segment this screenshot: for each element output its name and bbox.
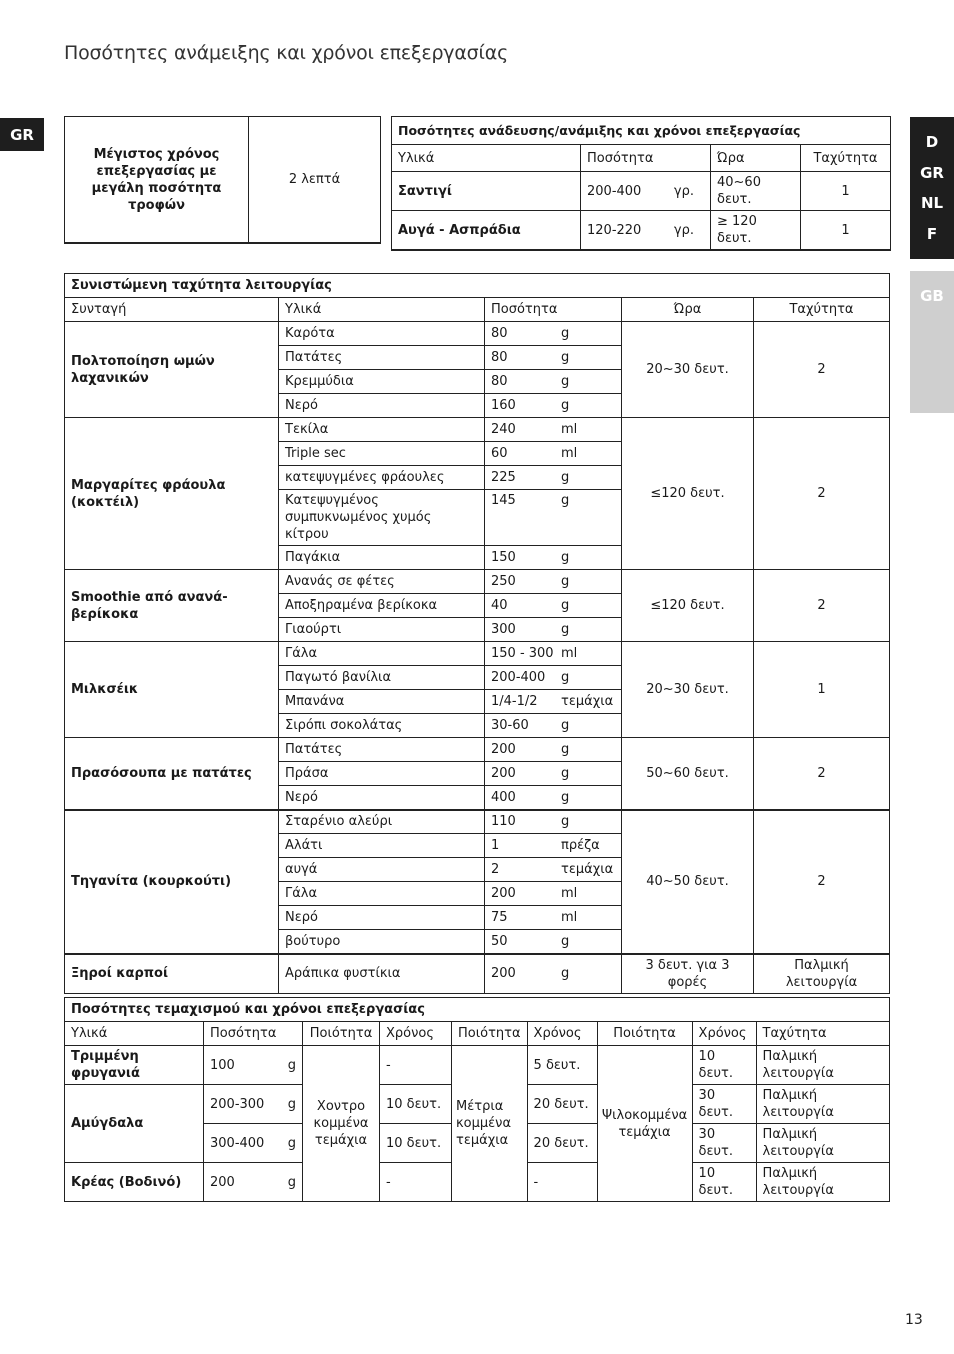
ingredient-name: Αποξηραμένα βερίκοκα <box>279 594 485 618</box>
chopping-item: Τριμμένη φρυγανιά <box>65 1046 204 1085</box>
chopping-header: Υλικά <box>65 1022 204 1046</box>
stir-time: 40~60 δευτ. <box>711 172 801 211</box>
quantity-unit: τεμάχια <box>561 862 614 877</box>
chopping-time: - <box>380 1046 452 1085</box>
language-tab-gr[interactable]: GR <box>920 163 944 182</box>
quantity-value: 400 <box>491 789 516 805</box>
recipe-time: 40~50 δευτ. <box>622 810 754 954</box>
ingredient-quantity <box>485 418 622 442</box>
ingredient-quantity <box>485 690 622 714</box>
quantity-value: 60 <box>491 446 508 461</box>
chopping-time: - <box>527 1163 597 1202</box>
recipe-name: Πολτοποίηση ωμών λαχανικών <box>65 322 279 418</box>
ingredient-name: Τεκίλα <box>279 418 485 442</box>
ingredient-name: Πατάτες <box>279 738 485 762</box>
recipe-speed: Παλμική λειτουργία <box>754 954 890 994</box>
ingredient-quantity <box>485 618 622 642</box>
chopping-quality-fine: Ψιλοκομμένα τεμάχια <box>597 1046 692 1202</box>
recipe-time: 20~30 δευτ. <box>622 322 754 418</box>
ingredient-quantity <box>485 442 622 466</box>
language-tab-nl[interactable]: NL <box>920 194 944 213</box>
chopping-quality-medium: Μέτρια κομμένα τεμάχια <box>452 1046 528 1202</box>
max-time-table <box>64 116 381 244</box>
recipe-time: 50~60 δευτ. <box>622 738 754 810</box>
chopping-header: Ποιότητα <box>597 1022 692 1046</box>
chopping-speed: Παλμική λειτουργία <box>756 1046 889 1085</box>
recipe-name: Μαργαρίτες φράουλα (κοκτέιλ) <box>65 418 279 570</box>
ingredient-name: Νερό <box>279 786 485 810</box>
quantity-unit: g <box>561 622 570 637</box>
quantity-unit: g <box>561 718 570 733</box>
chopping-speed: Παλμική λειτουργία <box>756 1124 889 1163</box>
recipe-name: Smoothie από ανανά-βερίκοκα <box>65 570 279 642</box>
chopping-time: 30 δευτ. <box>692 1085 756 1124</box>
ingredient-quantity <box>485 394 622 418</box>
quantity-unit: g <box>561 933 570 949</box>
quantity-value: 250 <box>491 574 516 589</box>
page-number: 13 <box>905 1312 923 1328</box>
quantity-unit: g <box>561 598 570 613</box>
language-tab-gr-left[interactable]: GR <box>0 118 44 151</box>
ingredient-quantity <box>485 466 622 490</box>
chopping-unit: g <box>287 1174 296 1190</box>
recipe-time: 3 δευτ. για 3 φορές <box>622 954 754 994</box>
recipe-speed: 2 <box>754 322 890 418</box>
recipe-name: Τηγανίτα (κουρκούτι) <box>65 810 279 954</box>
chopping-speed: Παλμική λειτουργία <box>756 1085 889 1124</box>
recipe-time: ≤120 δευτ. <box>622 418 754 570</box>
language-tab-gb-box <box>910 271 954 413</box>
quantity-unit: ml <box>561 422 578 437</box>
ingredient-name: Καρότα <box>279 322 485 346</box>
stir-item: Αυγά - Ασπράδια <box>392 211 581 251</box>
ingredient-quantity <box>485 570 622 594</box>
ingredient-name: Πράσα <box>279 762 485 786</box>
chopping-quality-coarse: Χοντρο κομμένα τεμάχια <box>303 1046 380 1202</box>
recommended-header: Συνταγή <box>65 298 279 322</box>
ingredient-name: Triple sec <box>279 442 485 466</box>
ingredient-quantity <box>485 834 622 858</box>
ingredient-quantity <box>485 594 622 618</box>
language-tab-d[interactable]: D <box>925 133 939 152</box>
chopping-qty: 200 <box>210 1174 235 1190</box>
quantity-value: 40 <box>491 598 508 613</box>
chopping-time: 30 δευτ. <box>692 1124 756 1163</box>
quantity-value: 160 <box>491 398 516 413</box>
quantity-value: 30-60 <box>491 718 529 733</box>
quantity-value: 200 <box>491 966 516 981</box>
quantity-unit: g <box>561 742 570 757</box>
table-row <box>65 418 890 442</box>
recipe-speed: 2 <box>754 810 890 954</box>
table-row <box>65 322 890 346</box>
ingredient-quantity <box>485 858 622 882</box>
table-row <box>392 172 891 211</box>
ingredient-quantity <box>485 930 622 954</box>
max-time-label: Μέγιστος χρόνος επεξεργασίας με μεγάλη ποσότητα τροφών <box>65 117 249 244</box>
chopping-header: Ποσότητα <box>204 1022 303 1046</box>
quantity-unit: g <box>561 398 570 413</box>
quantity-unit: ml <box>561 646 578 661</box>
quantity-unit: g <box>561 574 570 589</box>
ingredient-quantity <box>485 322 622 346</box>
ingredient-name: Γάλα <box>279 882 485 906</box>
quantity-unit: g <box>561 326 570 341</box>
recommended-speed-table <box>64 273 890 994</box>
ingredient-name: Γιαούρτι <box>279 618 485 642</box>
quantity-value: 145 <box>491 493 516 508</box>
chopping-speed: Παλμική λειτουργία <box>756 1163 889 1202</box>
stir-header: Ταχύτητα <box>801 145 891 172</box>
recipe-speed: 2 <box>754 570 890 642</box>
recipe-time: 20~30 δευτ. <box>622 642 754 738</box>
stir-header: Ποσότητα <box>581 145 711 172</box>
ingredient-quantity <box>485 738 622 762</box>
quantity-value: 240 <box>491 422 516 437</box>
recipe-speed: 1 <box>754 642 890 738</box>
ingredient-name: Πατάτες <box>279 346 485 370</box>
quantity-value: 110 <box>491 814 516 830</box>
quantity-value: 300 <box>491 622 516 637</box>
ingredient-quantity <box>485 346 622 370</box>
recommended-table-title: Συνιστώμενη ταχύτητα λειτουργίας <box>65 274 890 298</box>
stir-speed: 1 <box>801 211 891 251</box>
recipe-time: ≤120 δευτ. <box>622 570 754 642</box>
stir-header: Ώρα <box>711 145 801 172</box>
quantity-unit: ml <box>561 446 578 461</box>
chopping-time: 10 δευτ. <box>692 1046 756 1085</box>
ingredient-name: Παγωτό βανίλια <box>279 666 485 690</box>
quantity-value: 200 <box>491 766 516 781</box>
chopping-qty: 200-300 <box>210 1096 265 1112</box>
ingredient-quantity <box>485 906 622 930</box>
recipe-name: Ξηροί καρποί <box>65 954 279 994</box>
quantity-value: 225 <box>491 470 516 485</box>
quantity-value: 150 <box>491 550 516 565</box>
chopping-time: 10 δευτ. <box>380 1085 452 1124</box>
quantity-unit: g <box>561 766 570 781</box>
chopping-header: Ποιότητα <box>452 1022 528 1046</box>
stir-table-title: Ποσότητες ανάδευσης/ανάμιξης και χρόνοι επεξεργασίας <box>392 117 891 145</box>
chopping-header: Χρόνος <box>380 1022 452 1046</box>
ingredient-name: Μπανάνα <box>279 690 485 714</box>
quantity-value: 80 <box>491 374 508 389</box>
ingredient-quantity <box>485 954 622 994</box>
quantity-unit: g <box>561 670 570 685</box>
chopping-table-title: Ποσότητες τεμαχισμού και χρόνοι επεξεργασίας <box>65 998 890 1022</box>
table-row <box>65 570 890 594</box>
ingredient-quantity <box>485 786 622 810</box>
quantity-unit: g <box>561 550 570 565</box>
ingredient-name: Νερό <box>279 394 485 418</box>
ingredient-quantity <box>485 546 622 570</box>
ingredient-name: Γάλα <box>279 642 485 666</box>
table-row <box>65 738 890 762</box>
quantity-value: 80 <box>491 326 508 341</box>
max-time-value: 2 λεπτά <box>249 117 381 244</box>
quantity-value: 75 <box>491 910 508 925</box>
recipe-name: Μιλκσέικ <box>65 642 279 738</box>
chopping-header: Ποιότητα <box>303 1022 380 1046</box>
language-tabs-group <box>910 117 954 259</box>
quantity-unit: g <box>561 374 570 389</box>
quantity-unit: g <box>561 350 570 365</box>
chopping-unit: g <box>287 1135 296 1151</box>
chopping-qty: 300-400 <box>210 1135 265 1151</box>
language-tab-gb[interactable]: GB <box>920 287 944 305</box>
quantity-unit: g <box>561 470 570 485</box>
stir-item: Σαντιγί <box>392 172 581 211</box>
ingredient-quantity <box>485 666 622 690</box>
ingredient-name: Κατεψυγμένος συμπυκνωμένος χυμός κίτρου <box>279 490 485 546</box>
quantity-unit: πρέζα <box>561 838 600 853</box>
ingredient-quantity <box>485 642 622 666</box>
chopping-time: - <box>380 1163 452 1202</box>
chopping-time: 20 δευτ. <box>527 1085 597 1124</box>
ingredient-name: βούτυρο <box>279 930 485 954</box>
ingredient-name: Αράπικα φυστίκια <box>279 954 485 994</box>
page-title: Ποσότητες ανάμειξης και χρόνοι επεξεργασίας <box>64 42 509 64</box>
table-row <box>65 1046 890 1085</box>
table-row <box>65 810 890 834</box>
chopping-item: Αμύγδαλα <box>65 1085 204 1163</box>
quantity-value: 150 - 300 <box>491 646 554 661</box>
chopping-unit: g <box>287 1096 296 1112</box>
ingredient-quantity <box>485 810 622 834</box>
ingredient-quantity <box>485 490 622 546</box>
ingredient-quantity <box>485 882 622 906</box>
recipe-name: Πρασόσουπα με πατάτες <box>65 738 279 810</box>
quantity-value: 200-400 <box>491 670 546 685</box>
quantity-value: 1 <box>491 838 500 853</box>
quantity-unit: τεμάχια <box>561 694 614 709</box>
quantity-unit: g <box>561 789 570 805</box>
recommended-header: Ποσότητα <box>485 298 622 322</box>
language-tab-f[interactable]: F <box>926 224 938 243</box>
chopping-header: Χρόνος <box>692 1022 756 1046</box>
ingredient-name: Παγάκια <box>279 546 485 570</box>
recommended-header: Ταχύτητα <box>754 298 890 322</box>
stir-table <box>391 116 891 251</box>
ingredient-name: Νερό <box>279 906 485 930</box>
table-row <box>392 211 891 251</box>
chopping-time: 5 δευτ. <box>527 1046 597 1085</box>
recommended-header: Υλικά <box>279 298 485 322</box>
stir-unit: γρ. <box>673 222 694 238</box>
quantity-value: 2 <box>491 862 500 877</box>
quantity-unit: g <box>561 493 570 508</box>
stir-time: ≥ 120 δευτ. <box>711 211 801 251</box>
chopping-unit: g <box>287 1057 296 1073</box>
chopping-time: 20 δευτ. <box>527 1124 597 1163</box>
ingredient-name: Αλάτι <box>279 834 485 858</box>
quantity-value: 1/4-1/2 <box>491 694 538 709</box>
chopping-qty: 100 <box>210 1057 235 1073</box>
quantity-unit: ml <box>561 886 578 901</box>
ingredient-quantity <box>485 370 622 394</box>
stir-speed: 1 <box>801 172 891 211</box>
quantity-unit: g <box>561 966 570 981</box>
table-row <box>65 954 890 994</box>
recommended-header: Ώρα <box>622 298 754 322</box>
quantity-value: 50 <box>491 933 508 949</box>
ingredient-name: Σταρένιο αλεύρι <box>279 810 485 834</box>
chopping-header: Ταχύτητα <box>756 1022 889 1046</box>
quantity-value: 200 <box>491 886 516 901</box>
table-row <box>65 642 890 666</box>
recipe-speed: 2 <box>754 418 890 570</box>
chopping-table <box>64 997 890 1202</box>
quantity-value: 80 <box>491 350 508 365</box>
chopping-item: Κρέας (Βοδινό) <box>65 1163 204 1202</box>
quantity-unit: g <box>561 814 570 830</box>
ingredient-name: κατεψυγμένες φράουλες <box>279 466 485 490</box>
chopping-time: 10 δευτ. <box>380 1124 452 1163</box>
ingredient-name: Σιρόπι σοκολάτας <box>279 714 485 738</box>
chopping-time: 10 δευτ. <box>692 1163 756 1202</box>
ingredient-quantity <box>485 714 622 738</box>
ingredient-quantity <box>485 762 622 786</box>
quantity-unit: ml <box>561 910 578 925</box>
chopping-header: Χρόνος <box>527 1022 597 1046</box>
ingredient-name: αυγά <box>279 858 485 882</box>
stir-unit: γρ. <box>673 183 694 199</box>
recipe-speed: 2 <box>754 738 890 810</box>
ingredient-name: Κρεμμύδια <box>279 370 485 394</box>
stir-qty: 120-220 <box>587 222 642 238</box>
stir-qty: 200-400 <box>587 183 642 199</box>
stir-header: Υλικά <box>392 145 581 172</box>
ingredient-name: Ανανάς σε φέτες <box>279 570 485 594</box>
quantity-value: 200 <box>491 742 516 757</box>
